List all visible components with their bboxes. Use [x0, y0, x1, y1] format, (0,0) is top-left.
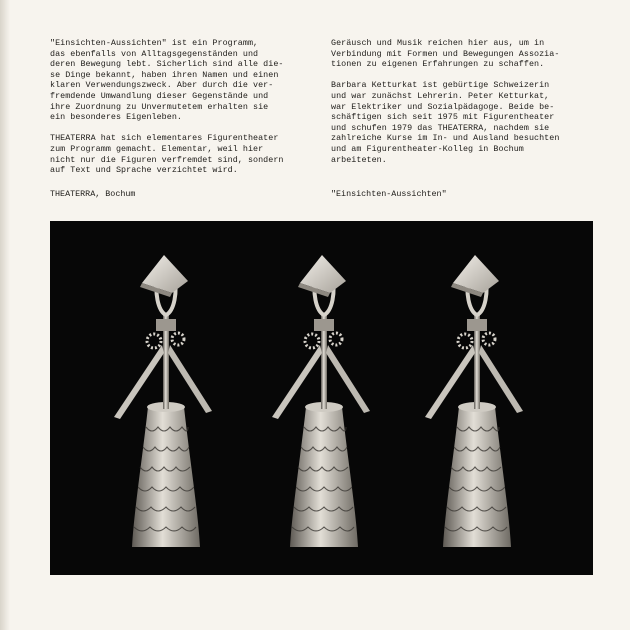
- left-text-column: [50, 38, 320, 186]
- right-paragraph-2: Barbara Ketturkat ist gebürtige Schweizerin und war zunächst Lehrerin. Peter Ketturkat, war Elektriker und Sozialpädagoge. Beide be- schäftigen sich seit 1975 mit Figurentheater und schufen 1979 das THEATERRA, nachdem sie zahlreiche Kurse im In- und Ausland besuchten und am Figurentheater-Kolleg in Bochum arbeiteten.: [331, 80, 560, 165]
- left-paragraph-2: THEATERRA hat sich elementares Figurentheater zum Programm gemacht. Elementar, weil hier nicht nur die Figuren verfremdet sind, sondern auf Text und Sprache verzichtet wird.: [50, 133, 284, 176]
- page-binding-shadow: [0, 0, 10, 630]
- left-signature: THEATERRA, Bochum: [50, 189, 136, 199]
- corkscrew-figures-photo: [50, 221, 593, 575]
- right-paragraph-1: Geräusch und Musik reichen hier aus, um in Verbindung mit Formen und Bewegungen Assozia- tionen zu eigenen Erfahrungen zu schaffen.: [331, 38, 560, 70]
- photo-caption: "Einsichten-Aussichten": [331, 189, 447, 199]
- left-paragraph-1: "Einsichten-Aussichten" ist ein Programm, das ebenfalls von Alltagsgegenständen und deren Bewegung lebt. Sicherlich sind alle die- se Dinge bekannt, haben ihren Namen und einen klaren Verwendungszweck. Aber durch die ver- fremdende Umwandlung dieser Gegenstände und ihre Zuordnung zu Unvermutetem erhalten sie ein besonderes Eigenleben.: [50, 38, 284, 123]
- right-text-column: [331, 38, 593, 176]
